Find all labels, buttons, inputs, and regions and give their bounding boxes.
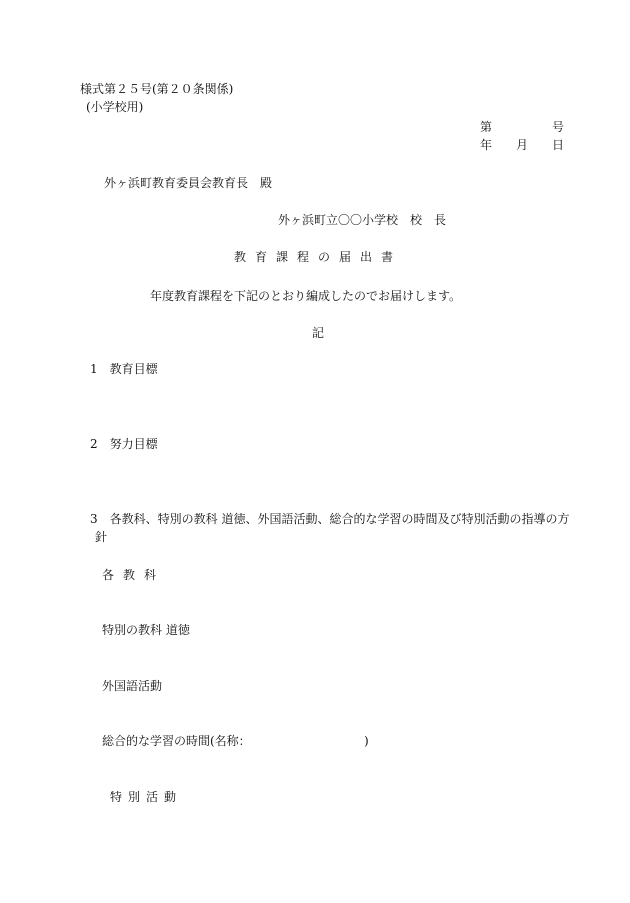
- subitem-integrated-study: 総合的な学習の時間(名称：: [102, 734, 251, 748]
- item-guidance-policy: 3 各教科、特別の教科 道徳、外国語活動、総合的な学習の時間及び特別活動の指導の方: [90, 512, 570, 526]
- subitem-foreign-language: 外国語活動: [102, 679, 163, 693]
- sender: 外ヶ浜町立〇〇小学校 校 長: [278, 213, 447, 227]
- form-number: 様式第２５号(第２０条関係): [80, 82, 234, 96]
- subitem-moral-education: 特別の教科 道徳: [102, 623, 190, 637]
- item-guidance-policy-continuation: 針: [95, 530, 108, 544]
- subitem-integrated-study-close: ): [364, 734, 369, 748]
- ki-heading: 記: [312, 326, 325, 340]
- document-date-label: 年 月 日: [480, 138, 565, 152]
- addressee: 外ヶ浜町教育委員会教育長 殿: [104, 176, 273, 190]
- item-effort-goals: 2 努力目標: [90, 437, 158, 451]
- form-type: (小学校用): [86, 100, 144, 114]
- subitem-subjects: 各教科: [102, 568, 166, 582]
- subitem-special-activities: 特別活動: [110, 790, 183, 804]
- document-title: 教育課程の届出書: [234, 250, 403, 264]
- intro-text: 年度教育課程を下記のとおり編成したのでお届けします。: [150, 289, 462, 303]
- document-number-label: 第 号: [480, 120, 565, 134]
- item-education-goals: 1 教育目標: [90, 362, 158, 376]
